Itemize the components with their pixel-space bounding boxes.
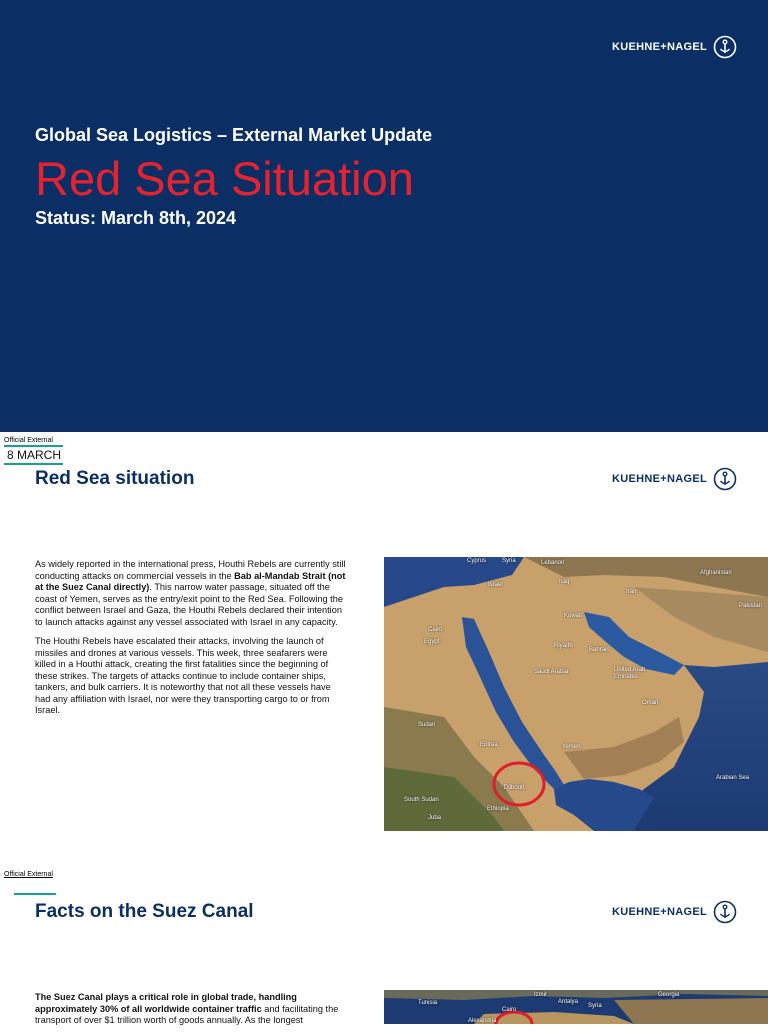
map-label: United Arab Emirates: [614, 667, 646, 680]
logo-text: KUEHNE+NAGEL: [612, 473, 707, 485]
map-label: Cairo: [502, 1007, 517, 1013]
map-label: Tunisia: [418, 1000, 438, 1006]
map-label: Saudi Arabia: [534, 669, 569, 675]
accent-line: [4, 445, 63, 447]
map-label: Cyprus: [467, 558, 487, 564]
bold-text: Bab al-Mandab Strait (not at the Suez Canal directly): [35, 570, 346, 592]
map-label: Pakistan: [739, 603, 763, 609]
map-label: Iraq: [559, 579, 570, 585]
map-label: Riyadh: [554, 643, 573, 649]
classification-label: Official External: [4, 437, 53, 444]
kuehne-nagel-logo: [612, 467, 737, 491]
slide-body-text: [35, 559, 347, 725]
slide-date: 8 MARCH: [7, 448, 62, 462]
map-label: Oman: [642, 700, 659, 706]
map-label: Alexandria: [468, 1018, 497, 1024]
slide-body-text: [35, 992, 347, 1035]
slide-title: Red Sea situation: [35, 468, 195, 489]
map-label: Yemen: [562, 744, 581, 750]
map-label: Eritrea: [480, 742, 498, 748]
cover-subtitle: Global Sea Logistics – External Market Update: [35, 125, 433, 145]
bold-text: The Suez Canal plays a critical role in global trade, handling approximately 30% of all worldwide container traffic: [35, 992, 297, 1014]
map-label: Izmir: [534, 992, 547, 998]
anchor-icon: [713, 467, 737, 491]
accent-line: [14, 893, 56, 895]
map-label: Bahrain: [589, 647, 610, 653]
cover-slide: [0, 0, 768, 432]
logo-text: KUEHNE+NAGEL: [612, 41, 707, 53]
paragraph: [35, 559, 347, 628]
paragraph: [35, 992, 347, 1027]
kuehne-nagel-logo: [612, 35, 737, 59]
accent-line: [4, 463, 63, 465]
paragraph: The Houthi Rebels have escalated their attacks, involving the launch of missiles and drones at various vessels. This week, three seafarers were killed in a Houthi attack, creating the first fatalities since the beginning of these strikes. The targets of attacks continue to include container ships, tankers, and bulk carriers. It is noteworthy that not all these vessels have had any affiliation with Israel, nor were they transporting cargo to or from Israel.: [35, 636, 331, 715]
cover-title: Red Sea Situation: [35, 152, 414, 205]
anchor-icon: [713, 35, 737, 59]
anchor-icon: [713, 900, 737, 924]
map-label: Iran: [626, 589, 637, 595]
logo-text: KUEHNE+NAGEL: [612, 906, 707, 918]
map-label: Afghanistan: [700, 570, 732, 576]
cover-status: Status: March 8th, 2024: [35, 208, 237, 228]
text-run: As widely reported in the international press, Houthi Rebels are currently still conducting attacks on commercial vessels in the: [35, 559, 346, 581]
map-label: Syria: [588, 1003, 602, 1009]
map-label: Lebanon: [541, 560, 565, 566]
map-label: Juba: [428, 815, 442, 821]
kuehne-nagel-logo: [612, 900, 737, 924]
text-run: . This narrow water passage, situated off the coast of Yemen, serves as the entry/exit point to the Red Sea. Following the conflict between Israel and Gaza, the Houthi Rebels declared their intention to launch attacks against any vessel associated with Israel in any capacity.: [35, 582, 343, 627]
map-label: Cairo: [428, 627, 443, 633]
classification-label: Official External: [4, 871, 53, 878]
map-graphic: [384, 990, 768, 1024]
map-label: Antalya: [558, 999, 579, 1005]
map-label: Sudan: [418, 722, 436, 728]
map-graphic: [384, 557, 768, 831]
satellite-map-red-sea: [384, 557, 768, 831]
map-label: Egypt: [424, 639, 440, 645]
map-label: Ethiopia: [487, 806, 509, 812]
satellite-map-suez: [384, 990, 768, 1024]
map-label: South Sudan: [404, 797, 439, 803]
slide-title: Facts on the Suez Canal: [35, 901, 254, 922]
map-label: Kuwait: [564, 613, 583, 619]
map-label: Syria: [502, 558, 516, 564]
map-label: Israel: [488, 582, 503, 588]
map-label: Arabian Sea: [716, 775, 750, 781]
text-run: and facilitating the transport of over $1 trillion worth of goods annually. As the longest: [35, 1003, 339, 1025]
map-label: Djibouti: [504, 785, 525, 791]
map-label: Georgia: [658, 992, 680, 998]
